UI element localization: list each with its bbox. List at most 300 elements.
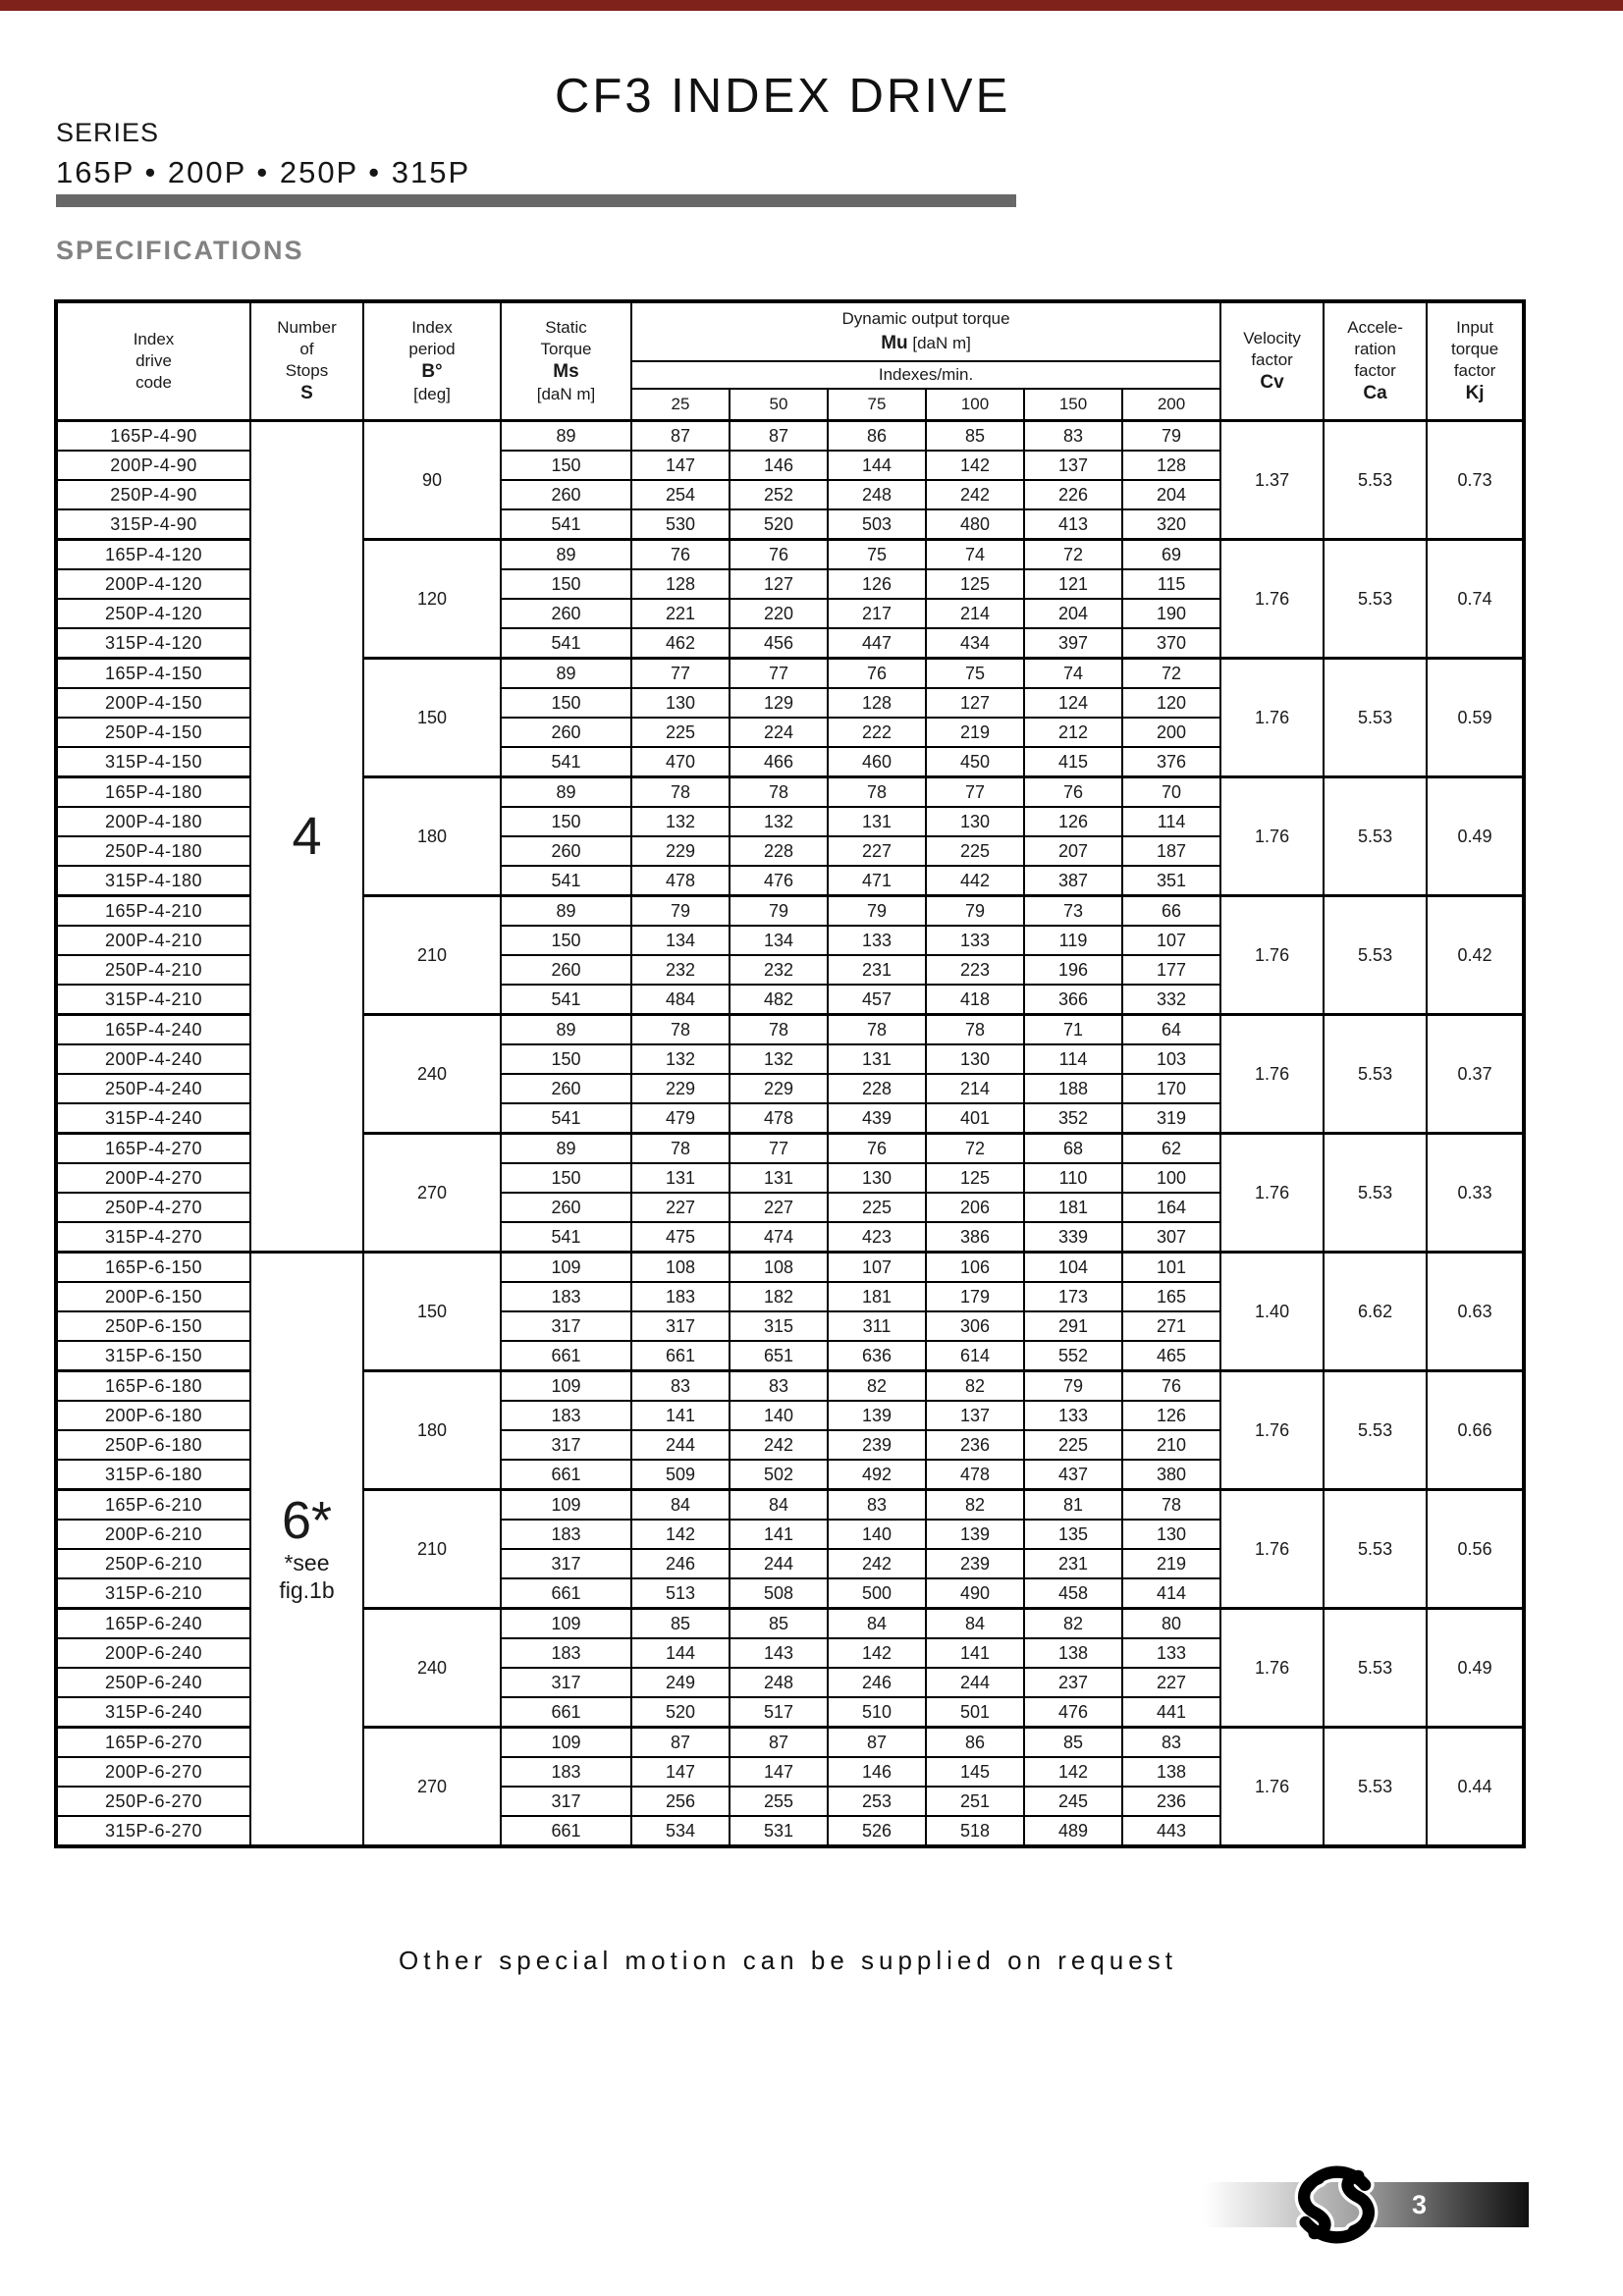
dynamic-torque-value: 237	[1024, 1668, 1122, 1697]
dynamic-torque-value: 77	[730, 659, 828, 689]
dynamic-torque-value: 84	[730, 1490, 828, 1521]
dynamic-torque-value: 77	[926, 777, 1024, 808]
dynamic-torque-value: 64	[1122, 1015, 1220, 1045]
dynamic-torque-value: 72	[1122, 659, 1220, 689]
dynamic-torque-value: 144	[631, 1638, 730, 1668]
dynamic-torque-value: 73	[1024, 896, 1122, 927]
dynamic-torque-value: 614	[926, 1341, 1024, 1371]
header-symbol: Ca	[1363, 382, 1387, 403]
dynamic-torque-value: 108	[631, 1253, 730, 1283]
index-drive-code: 200P-4-150	[56, 688, 250, 718]
dynamic-torque-value: 132	[730, 807, 828, 836]
index-drive-code: 250P-4-180	[56, 836, 250, 866]
dynamic-torque-value: 476	[730, 866, 828, 896]
dynamic-torque-value: 221	[631, 599, 730, 628]
header-text: torque	[1450, 339, 1499, 358]
dynamic-torque-value: 441	[1122, 1697, 1220, 1728]
stops-footnote: fig.1b	[279, 1577, 335, 1604]
static-torque-value: 89	[501, 659, 631, 689]
dynamic-torque-value: 478	[631, 866, 730, 896]
dynamic-torque-value: 245	[1024, 1787, 1122, 1816]
index-drive-code: 165P-4-120	[56, 540, 250, 570]
acceleration-factor-value: 5.53	[1324, 1371, 1427, 1490]
static-torque-value: 661	[501, 1816, 631, 1846]
dynamic-torque-value: 115	[1122, 569, 1220, 599]
dynamic-torque-value: 210	[1122, 1430, 1220, 1460]
static-torque-value: 150	[501, 1044, 631, 1074]
dynamic-torque-value: 119	[1024, 926, 1122, 955]
header-text: Static	[545, 317, 587, 337]
dynamic-torque-value: 227	[730, 1193, 828, 1222]
dynamic-torque-value: 489	[1024, 1816, 1122, 1846]
velocity-factor-value: 1.76	[1220, 1728, 1324, 1847]
dynamic-torque-value: 423	[828, 1222, 926, 1253]
dynamic-torque-value: 141	[730, 1520, 828, 1549]
dynamic-torque-value: 83	[1024, 421, 1122, 452]
dynamic-torque-value: 78	[926, 1015, 1024, 1045]
dynamic-torque-value: 200	[1122, 718, 1220, 747]
header-speed-100: 100	[926, 389, 1024, 421]
dynamic-torque-value: 86	[828, 421, 926, 452]
dynamic-torque-value: 253	[828, 1787, 926, 1816]
dynamic-torque-value: 70	[1122, 777, 1220, 808]
dynamic-torque-value: 181	[828, 1282, 926, 1311]
index-drive-code: 165P-4-150	[56, 659, 250, 689]
footer-caption: Other special motion can be supplied on request	[399, 1946, 1177, 1975]
dynamic-torque-value: 106	[926, 1253, 1024, 1283]
dynamic-torque-value: 317	[631, 1311, 730, 1341]
dynamic-torque-value: 127	[730, 569, 828, 599]
header-text: ration	[1354, 339, 1396, 358]
index-period-value: 270	[363, 1134, 501, 1253]
dynamic-torque-value: 306	[926, 1311, 1024, 1341]
dynamic-torque-value: 232	[631, 955, 730, 985]
series-block	[56, 118, 470, 190]
dynamic-torque-value: 239	[828, 1430, 926, 1460]
dynamic-torque-value: 366	[1024, 985, 1122, 1015]
dynamic-torque-value: 231	[1024, 1549, 1122, 1578]
acceleration-factor-value: 5.53	[1324, 540, 1427, 659]
static-torque-value: 109	[501, 1371, 631, 1402]
dynamic-torque-value: 139	[926, 1520, 1024, 1549]
dynamic-torque-value: 478	[926, 1460, 1024, 1490]
dynamic-torque-value: 135	[1024, 1520, 1122, 1549]
index-drive-code: 250P-4-90	[56, 480, 250, 509]
input-torque-factor-value: 0.59	[1427, 659, 1524, 777]
dynamic-torque-value: 133	[1024, 1401, 1122, 1430]
dynamic-torque-value: 651	[730, 1341, 828, 1371]
index-drive-code: 315P-4-90	[56, 509, 250, 540]
dynamic-torque-value: 133	[828, 926, 926, 955]
dynamic-torque-value: 443	[1122, 1816, 1220, 1846]
page-title: CF3 INDEX DRIVE	[555, 70, 1011, 123]
dynamic-torque-value: 291	[1024, 1311, 1122, 1341]
static-torque-value: 109	[501, 1609, 631, 1639]
dynamic-torque-value: 110	[1024, 1163, 1122, 1193]
dynamic-torque-value: 492	[828, 1460, 926, 1490]
dynamic-torque-value: 196	[1024, 955, 1122, 985]
dynamic-torque-value: 141	[926, 1638, 1024, 1668]
static-torque-value: 89	[501, 540, 631, 570]
dynamic-torque-value: 145	[926, 1757, 1024, 1787]
dynamic-torque-value: 227	[1122, 1668, 1220, 1697]
index-drive-code: 200P-4-210	[56, 926, 250, 955]
dynamic-torque-value: 130	[1122, 1520, 1220, 1549]
dynamic-torque-value: 87	[828, 1728, 926, 1758]
dynamic-torque-value: 79	[631, 896, 730, 927]
index-drive-code: 200P-4-240	[56, 1044, 250, 1074]
static-torque-value: 260	[501, 1193, 631, 1222]
dynamic-torque-value: 220	[730, 599, 828, 628]
dynamic-torque-value: 256	[631, 1787, 730, 1816]
dynamic-torque-value: 462	[631, 628, 730, 659]
dynamic-torque-value: 79	[1024, 1371, 1122, 1402]
dynamic-torque-value: 131	[631, 1163, 730, 1193]
dynamic-torque-value: 181	[1024, 1193, 1122, 1222]
dynamic-torque-value: 636	[828, 1341, 926, 1371]
index-drive-code: 315P-4-270	[56, 1222, 250, 1253]
header-dynamic-output-torque	[631, 301, 1220, 361]
dynamic-torque-value: 142	[926, 451, 1024, 480]
dynamic-torque-value: 204	[1122, 480, 1220, 509]
dynamic-torque-value: 242	[926, 480, 1024, 509]
dynamic-torque-value: 517	[730, 1697, 828, 1728]
dynamic-torque-value: 133	[1122, 1638, 1220, 1668]
static-torque-value: 541	[501, 1222, 631, 1253]
dynamic-torque-value: 415	[1024, 747, 1122, 777]
static-torque-value: 541	[501, 628, 631, 659]
static-torque-value: 260	[501, 836, 631, 866]
dynamic-torque-value: 450	[926, 747, 1024, 777]
index-drive-code: 315P-4-240	[56, 1103, 250, 1134]
dynamic-torque-value: 244	[631, 1430, 730, 1460]
static-torque-value: 541	[501, 1103, 631, 1134]
index-drive-code: 315P-6-150	[56, 1341, 250, 1371]
header-text	[632, 332, 1219, 356]
dynamic-torque-value: 520	[730, 509, 828, 540]
dynamic-torque-value: 147	[730, 1757, 828, 1787]
dynamic-torque-value: 376	[1122, 747, 1220, 777]
header-indexes-per-min: Indexes/min.	[631, 361, 1220, 389]
dynamic-torque-value: 87	[631, 1728, 730, 1758]
dynamic-torque-value: 132	[730, 1044, 828, 1074]
dynamic-torque-value: 188	[1024, 1074, 1122, 1103]
dynamic-torque-value: 78	[828, 1015, 926, 1045]
velocity-factor-value: 1.76	[1220, 777, 1324, 896]
dynamic-torque-value: 320	[1122, 509, 1220, 540]
index-period-value: 240	[363, 1015, 501, 1134]
index-drive-code: 200P-6-270	[56, 1757, 250, 1787]
stops-count	[250, 1253, 363, 1847]
dynamic-torque-value: 500	[828, 1578, 926, 1609]
stops-number: 6*	[281, 1490, 333, 1550]
static-torque-value: 260	[501, 955, 631, 985]
header-text: drive	[135, 350, 172, 370]
header-text: of	[299, 339, 314, 358]
dynamic-torque-value: 227	[828, 836, 926, 866]
header-index-drive-code	[56, 301, 250, 421]
dynamic-torque-value: 142	[828, 1638, 926, 1668]
dynamic-torque-value: 255	[730, 1787, 828, 1816]
static-torque-value: 260	[501, 1074, 631, 1103]
dynamic-torque-value: 72	[926, 1134, 1024, 1164]
dynamic-torque-value: 518	[926, 1816, 1024, 1846]
index-drive-code: 165P-6-180	[56, 1371, 250, 1402]
dynamic-torque-value: 224	[730, 718, 828, 747]
static-torque-value: 260	[501, 599, 631, 628]
header-text: period	[408, 339, 456, 358]
index-drive-code: 250P-6-210	[56, 1549, 250, 1578]
input-torque-factor-value: 0.56	[1427, 1490, 1524, 1609]
dynamic-torque-value: 76	[1122, 1371, 1220, 1402]
header-text: Velocity	[1243, 328, 1301, 347]
index-drive-code: 200P-4-120	[56, 569, 250, 599]
static-torque-value: 183	[501, 1520, 631, 1549]
dynamic-torque-value: 225	[926, 836, 1024, 866]
dynamic-torque-value: 315	[730, 1311, 828, 1341]
velocity-factor-value: 1.76	[1220, 896, 1324, 1015]
dynamic-torque-value: 76	[1024, 777, 1122, 808]
dynamic-torque-value: 249	[631, 1668, 730, 1697]
dynamic-torque-value: 132	[631, 807, 730, 836]
input-torque-factor-value: 0.49	[1427, 1609, 1524, 1728]
header-text: Number	[277, 317, 337, 337]
velocity-factor-value: 1.76	[1220, 1134, 1324, 1253]
index-drive-code: 165P-4-270	[56, 1134, 250, 1164]
dynamic-torque-value: 244	[926, 1668, 1024, 1697]
dynamic-torque-value: 147	[631, 451, 730, 480]
stops-count	[250, 421, 363, 1253]
static-torque-value: 317	[501, 1668, 631, 1697]
dynamic-torque-value: 164	[1122, 1193, 1220, 1222]
dynamic-torque-value: 226	[1024, 480, 1122, 509]
dynamic-torque-value: 75	[926, 659, 1024, 689]
dynamic-torque-value: 228	[730, 836, 828, 866]
dynamic-torque-value: 457	[828, 985, 926, 1015]
header-symbol: B°	[421, 360, 443, 382]
index-drive-code: 250P-6-270	[56, 1787, 250, 1816]
index-drive-code: 165P-4-90	[56, 421, 250, 452]
dynamic-torque-value: 125	[926, 569, 1024, 599]
dynamic-torque-value: 85	[926, 421, 1024, 452]
index-drive-code: 315P-4-150	[56, 747, 250, 777]
static-torque-value: 317	[501, 1430, 631, 1460]
header-text: factor	[1354, 360, 1396, 380]
dynamic-torque-value: 225	[1024, 1430, 1122, 1460]
dynamic-torque-value: 134	[631, 926, 730, 955]
static-torque-value: 541	[501, 985, 631, 1015]
static-torque-value: 89	[501, 1015, 631, 1045]
header-text: factor	[1453, 360, 1496, 380]
static-torque-value: 260	[501, 480, 631, 509]
index-period-value: 240	[363, 1609, 501, 1728]
dynamic-torque-value: 236	[926, 1430, 1024, 1460]
dynamic-torque-value: 142	[631, 1520, 730, 1549]
index-drive-code: 250P-4-270	[56, 1193, 250, 1222]
dynamic-torque-value: 352	[1024, 1103, 1122, 1134]
velocity-factor-value: 1.76	[1220, 1015, 1324, 1134]
dynamic-torque-value: 439	[828, 1103, 926, 1134]
dynamic-torque-value: 206	[926, 1193, 1024, 1222]
index-period-value: 210	[363, 896, 501, 1015]
dynamic-torque-value: 190	[1122, 599, 1220, 628]
dynamic-torque-value: 244	[730, 1549, 828, 1578]
header-text: code	[135, 373, 172, 393]
velocity-factor-value: 1.76	[1220, 1490, 1324, 1609]
dynamic-torque-value: 82	[926, 1490, 1024, 1521]
page-top-edge-strip	[0, 0, 1623, 11]
index-drive-code: 315P-6-270	[56, 1816, 250, 1846]
dynamic-torque-value: 490	[926, 1578, 1024, 1609]
dynamic-torque-value: 212	[1024, 718, 1122, 747]
dynamic-torque-value: 128	[631, 569, 730, 599]
acceleration-factor-value: 5.53	[1324, 1728, 1427, 1847]
index-drive-code: 165P-6-270	[56, 1728, 250, 1758]
index-drive-code: 315P-4-180	[56, 866, 250, 896]
static-torque-value: 150	[501, 807, 631, 836]
dynamic-torque-value: 130	[828, 1163, 926, 1193]
index-period-value: 150	[363, 659, 501, 777]
index-drive-code: 250P-4-150	[56, 718, 250, 747]
dynamic-torque-value: 127	[926, 688, 1024, 718]
table-row	[56, 421, 1524, 452]
dynamic-torque-value: 219	[926, 718, 1024, 747]
header-index-period	[363, 301, 501, 421]
dynamic-torque-value: 78	[631, 1015, 730, 1045]
dynamic-torque-value: 83	[730, 1371, 828, 1402]
specifications-table	[54, 299, 1526, 1848]
dynamic-torque-value: 246	[631, 1549, 730, 1578]
dynamic-torque-value: 465	[1122, 1341, 1220, 1371]
static-torque-value: 260	[501, 718, 631, 747]
header-symbol: Kj	[1465, 382, 1485, 403]
dynamic-torque-value: 478	[730, 1103, 828, 1134]
dynamic-torque-value: 78	[730, 777, 828, 808]
dynamic-torque-value: 78	[730, 1015, 828, 1045]
dynamic-torque-value: 661	[631, 1341, 730, 1371]
dynamic-torque-value: 66	[1122, 896, 1220, 927]
static-torque-value: 109	[501, 1490, 631, 1521]
index-drive-code: 165P-4-180	[56, 777, 250, 808]
index-period-value: 270	[363, 1728, 501, 1847]
dynamic-torque-value: 414	[1122, 1578, 1220, 1609]
dynamic-torque-value: 130	[926, 1044, 1024, 1074]
section-title: SPECIFICATIONS	[56, 236, 304, 265]
dynamic-torque-value: 100	[1122, 1163, 1220, 1193]
dynamic-torque-value: 85	[730, 1609, 828, 1639]
header-row-1	[56, 301, 1524, 361]
dynamic-torque-value: 165	[1122, 1282, 1220, 1311]
dynamic-torque-value: 140	[730, 1401, 828, 1430]
dynamic-torque-value: 74	[926, 540, 1024, 570]
dynamic-torque-value: 76	[631, 540, 730, 570]
header-speed-150: 150	[1024, 389, 1122, 421]
index-drive-code: 315P-6-240	[56, 1697, 250, 1728]
index-drive-code: 315P-6-180	[56, 1460, 250, 1490]
dynamic-torque-value: 83	[631, 1371, 730, 1402]
static-torque-value: 150	[501, 926, 631, 955]
header-number-of-stops	[250, 301, 363, 421]
velocity-factor-value: 1.76	[1220, 1609, 1324, 1728]
dynamic-torque-value: 509	[631, 1460, 730, 1490]
index-period-value: 180	[363, 777, 501, 896]
static-torque-value: 183	[501, 1282, 631, 1311]
dynamic-torque-value: 386	[926, 1222, 1024, 1253]
dynamic-torque-value: 242	[730, 1430, 828, 1460]
header-symbol: S	[300, 382, 313, 403]
dynamic-torque-value: 130	[926, 807, 1024, 836]
index-period-value: 210	[363, 1490, 501, 1609]
dynamic-torque-value: 248	[730, 1668, 828, 1697]
dynamic-torque-value: 78	[1122, 1490, 1220, 1521]
dynamic-torque-value: 332	[1122, 985, 1220, 1015]
index-drive-code: 200P-6-240	[56, 1638, 250, 1668]
index-drive-code: 165P-6-210	[56, 1490, 250, 1521]
dynamic-torque-value: 104	[1024, 1253, 1122, 1283]
index-drive-code: 250P-6-240	[56, 1668, 250, 1697]
dynamic-torque-value: 482	[730, 985, 828, 1015]
header-text: Index	[133, 329, 175, 348]
static-torque-value: 541	[501, 509, 631, 540]
index-drive-code: 250P-4-240	[56, 1074, 250, 1103]
dynamic-torque-value: 77	[730, 1134, 828, 1164]
header-text: Index	[411, 317, 453, 337]
dynamic-torque-value: 126	[828, 569, 926, 599]
dynamic-torque-value: 130	[631, 688, 730, 718]
dynamic-torque-value: 62	[1122, 1134, 1220, 1164]
dynamic-torque-value: 138	[1122, 1757, 1220, 1787]
dynamic-torque-value: 204	[1024, 599, 1122, 628]
dynamic-torque-value: 85	[631, 1609, 730, 1639]
dynamic-torque-value: 137	[1024, 451, 1122, 480]
dynamic-torque-value: 480	[926, 509, 1024, 540]
dynamic-torque-value: 87	[730, 421, 828, 452]
header-text: Dynamic output torque	[841, 308, 1010, 328]
dynamic-torque-value: 76	[730, 540, 828, 570]
table-row	[56, 1253, 1524, 1283]
acceleration-factor-value: 5.53	[1324, 1015, 1427, 1134]
dynamic-torque-value: 227	[631, 1193, 730, 1222]
dynamic-torque-value: 207	[1024, 836, 1122, 866]
dynamic-torque-value: 232	[730, 955, 828, 985]
acceleration-factor-value: 5.53	[1324, 1609, 1427, 1728]
dynamic-torque-value: 254	[631, 480, 730, 509]
acceleration-factor-value: 6.62	[1324, 1253, 1427, 1371]
input-torque-factor-value: 0.44	[1427, 1728, 1524, 1847]
dynamic-torque-value: 271	[1122, 1311, 1220, 1341]
dynamic-torque-value: 397	[1024, 628, 1122, 659]
dynamic-torque-value: 126	[1122, 1401, 1220, 1430]
header-static-torque	[501, 301, 631, 421]
dynamic-torque-value: 229	[730, 1074, 828, 1103]
header-text: Accele-	[1347, 317, 1403, 337]
static-torque-value: 661	[501, 1697, 631, 1728]
dynamic-torque-value: 133	[926, 926, 1024, 955]
dynamic-torque-value: 139	[828, 1401, 926, 1430]
header-speed-200: 200	[1122, 389, 1220, 421]
dynamic-torque-value: 170	[1122, 1074, 1220, 1103]
dynamic-torque-value: 413	[1024, 509, 1122, 540]
dynamic-torque-value: 434	[926, 628, 1024, 659]
dynamic-torque-value: 231	[828, 955, 926, 985]
dynamic-torque-value: 83	[1122, 1728, 1220, 1758]
dynamic-torque-value: 143	[730, 1638, 828, 1668]
dynamic-torque-value: 87	[730, 1728, 828, 1758]
dynamic-torque-value: 84	[631, 1490, 730, 1521]
dynamic-torque-value: 223	[926, 955, 1024, 985]
dynamic-torque-value: 144	[828, 451, 926, 480]
input-torque-factor-value: 0.37	[1427, 1015, 1524, 1134]
